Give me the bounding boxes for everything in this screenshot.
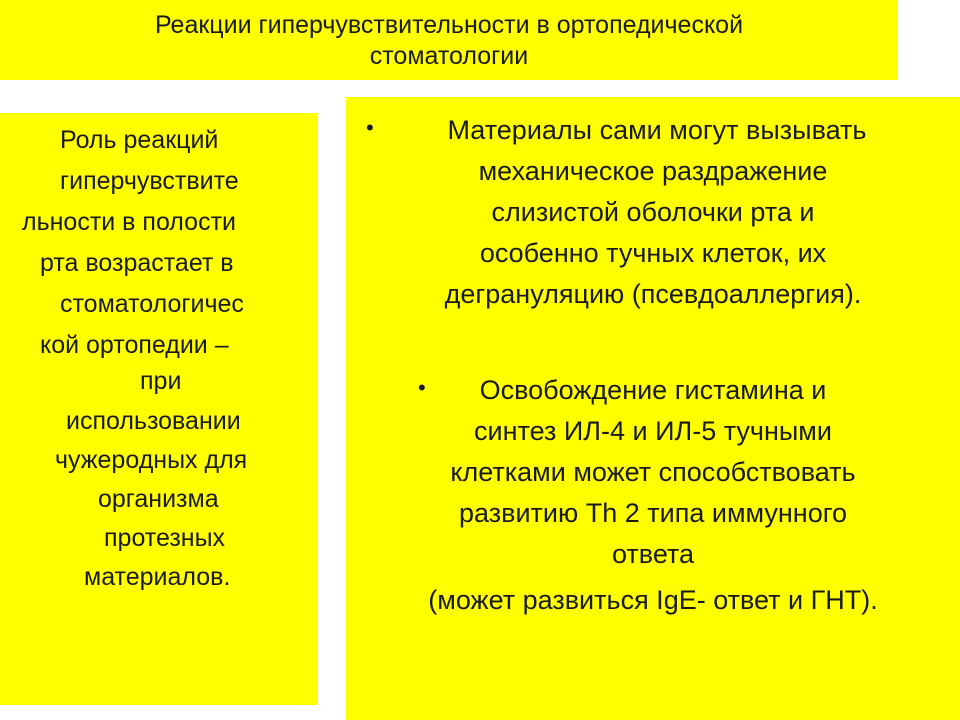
bullet-1-line-3: слизистой оболочки рта и	[491, 197, 815, 227]
slide-title-box	[0, 0, 898, 80]
left-line-7: при	[140, 367, 182, 395]
left-line-9: чужеродных для	[55, 446, 248, 474]
slide-title-line-1: Реакции гиперчувствительности в ортопедической	[154, 11, 744, 39]
left-line-8: использовании	[66, 407, 241, 435]
bullet-2-line-5: ответа	[611, 539, 695, 569]
left-line-11: протезных	[104, 524, 226, 552]
left-line-12: материалов.	[84, 563, 231, 591]
bullet-2-line-6: (может развиться IgE- ответ и ГНТ).	[428, 585, 878, 615]
bullet-1-line-5: дегрануляцию (псевдоаллергия).	[444, 279, 862, 309]
bullet-1-line-1: Материалы сами могут вызывать	[447, 115, 867, 145]
bullet-2-marker: •	[418, 375, 426, 400]
bullet-2-line-2: синтез ИЛ-4 и ИЛ-5 тучными	[474, 416, 832, 446]
left-line-3: льности в полости	[22, 208, 236, 236]
bullet-2-line-3: клетками может способствовать	[450, 457, 856, 487]
bullet-1-line-4: особенно тучных клеток, их	[479, 238, 827, 268]
left-line-2: гиперчувствите	[60, 167, 239, 195]
left-line-6: кой ортопедии –	[40, 331, 229, 359]
left-line-4: рта возрастает в	[40, 249, 234, 277]
bullet-2-line-4: развитию Th 2 типа иммунного	[459, 498, 847, 528]
left-line-10: организма	[98, 485, 219, 513]
slide-title-line-2: стоматологии	[369, 42, 529, 70]
left-text-panel	[0, 113, 318, 705]
left-line-5: стоматологичес	[60, 290, 244, 318]
left-line-1: Роль реакций	[60, 126, 219, 154]
bullet-1-marker: •	[366, 115, 374, 140]
bullet-2-line-1: Освобождение гистамина и	[479, 375, 827, 405]
right-bullet-panel	[346, 97, 960, 720]
bullet-1-line-2: механическое раздражение	[478, 156, 828, 186]
